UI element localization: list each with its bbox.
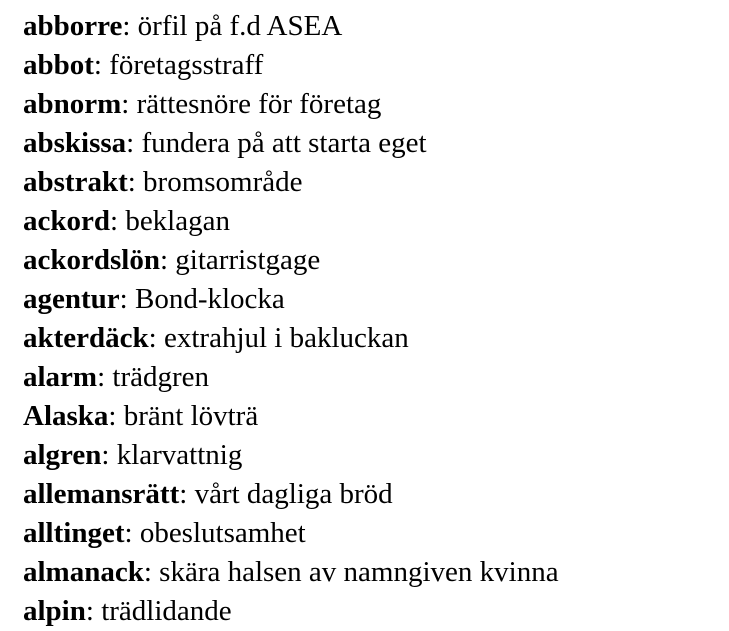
entry-separator: : <box>119 283 135 315</box>
glossary-entry <box>23 163 729 202</box>
glossary-entry <box>23 7 729 46</box>
entry-term: algren <box>23 439 102 471</box>
glossary-entry <box>23 280 729 319</box>
entry-definition: extrahjul i bakluckan <box>163 322 409 354</box>
entry-separator: : <box>148 322 164 354</box>
entry-definition: vårt dagliga bröd <box>194 478 393 510</box>
glossary-entry <box>23 553 729 592</box>
entry-definition: beklagan <box>125 205 230 237</box>
entry-term: ackord <box>23 205 110 237</box>
glossary-list <box>23 7 729 631</box>
entry-separator: : <box>159 244 176 276</box>
glossary-entry <box>23 514 729 553</box>
entry-definition: gitarristgage <box>175 244 321 276</box>
entry-definition: trädlidande <box>101 595 232 627</box>
glossary-entry <box>23 46 729 85</box>
entry-term: alpin <box>23 595 86 627</box>
entry-term: allemansrätt <box>23 478 180 510</box>
entry-term: agentur <box>23 283 120 315</box>
glossary-entry <box>23 202 729 241</box>
entry-separator: : <box>122 10 138 42</box>
glossary-entry <box>23 241 729 280</box>
entry-separator: : <box>85 595 102 627</box>
entry-separator: : <box>179 478 195 510</box>
entry-definition: trädgren <box>112 361 210 393</box>
entry-term: akterdäck <box>23 322 149 354</box>
entry-separator: : <box>124 517 140 549</box>
glossary-entry <box>23 592 729 631</box>
entry-separator: : <box>126 127 142 159</box>
glossary-entry <box>23 358 729 397</box>
entry-term: abbot <box>23 49 94 81</box>
entry-definition: Bond-klocka <box>134 283 285 315</box>
entry-separator: : <box>127 166 144 198</box>
entry-separator: : <box>110 205 126 237</box>
entry-term: abborre <box>23 10 123 42</box>
entry-term: Alaska <box>23 400 109 432</box>
entry-separator: : <box>101 439 117 471</box>
entry-definition: örfil på f.d ASEA <box>137 10 343 42</box>
entry-definition: obeslutsamhet <box>139 517 306 549</box>
glossary-entry <box>23 436 729 475</box>
entry-separator: : <box>97 361 113 393</box>
entry-separator: : <box>143 556 160 588</box>
entry-definition: rättesnöre för företag <box>136 88 382 120</box>
glossary-entry <box>23 85 729 124</box>
entry-separator: : <box>121 88 137 120</box>
entry-term: abstrakt <box>23 166 128 198</box>
entry-definition: bromsområde <box>143 166 303 198</box>
entry-term: alltinget <box>23 517 125 549</box>
entry-separator: : <box>93 49 110 81</box>
entry-definition: bränt lövträ <box>123 400 259 432</box>
entry-term: abskissa <box>23 127 127 159</box>
entry-definition: företagsstraff <box>109 49 264 81</box>
entry-term: alarm <box>23 361 98 393</box>
glossary-entry <box>23 319 729 358</box>
glossary-entry <box>23 124 729 163</box>
entry-term: almanack <box>23 556 144 588</box>
entry-definition: skära halsen av namngiven kvinna <box>159 556 559 588</box>
glossary-entry <box>23 397 729 436</box>
entry-term: ackordslön <box>23 244 160 276</box>
entry-term: abnorm <box>23 88 122 120</box>
entry-definition: fundera på att starta eget <box>141 127 427 159</box>
entry-separator: : <box>108 400 124 432</box>
entry-definition: klarvattnig <box>116 439 243 471</box>
glossary-entry <box>23 475 729 514</box>
